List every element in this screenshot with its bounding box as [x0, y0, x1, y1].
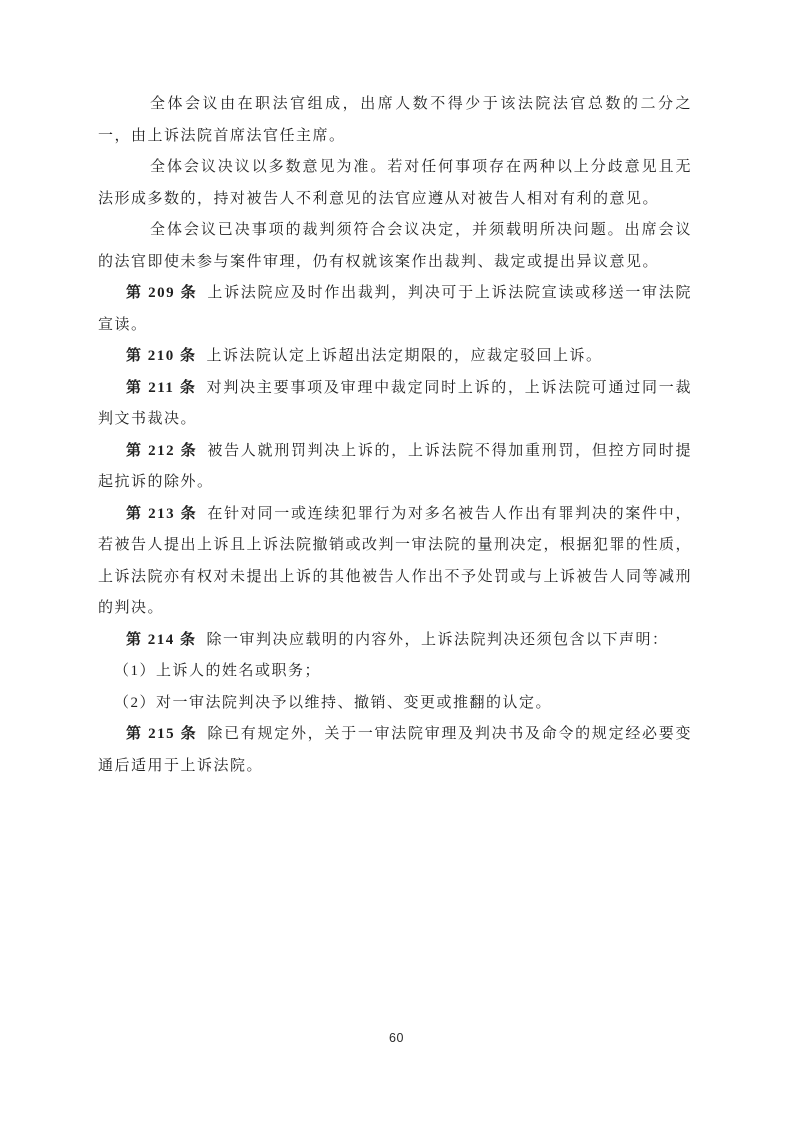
article-209-number: 第 209 条: [126, 285, 198, 301]
article-214-number: 第 214 条: [126, 631, 197, 648]
article-209: [98, 278, 692, 341]
article-210-text: 上诉法院认定上诉超出法定期限的，应裁定驳回上诉。: [206, 348, 603, 364]
article-211-text: 对判决主要事项及审理中裁定同时上诉的，上诉法院可通过同一裁判文书裁决。: [98, 379, 692, 427]
article-213: [98, 499, 692, 625]
article-214-item-1: （1）上诉人的姓名或职务；: [114, 663, 322, 679]
article-213-number: 第 213 条: [126, 505, 198, 522]
page-number: 60: [389, 1031, 404, 1045]
article-212-text: 被告人就刑罚判决上诉的，上诉法院不得加重刑罚，但控方同时提起抗诉的除外。: [98, 442, 692, 490]
article-212-number: 第 212 条: [126, 442, 198, 459]
paragraph-plenary-composition: 全体会议由在职法官组成，出席人数不得少于该法院法官总数的二分之一，由上诉法院首席法官任主席。: [98, 96, 692, 144]
paragraph-plenary-decided-matters: 全体会议已决事项的裁判须符合会议决定，并须载明所决问题。出席会议的法官即使未参与案件审理，仍有权就该案作出裁判、裁定或提出异议意见。: [98, 222, 692, 270]
article-215-number: 第 215 条: [126, 726, 198, 742]
article-215-text: 除已有规定外，关于一审法院审理及判决书及命令的规定经必要变通后适用于上诉法院。: [98, 726, 692, 774]
article-212: [98, 436, 692, 499]
article-214: [98, 625, 692, 657]
article-210-number: 第 210 条: [126, 348, 197, 364]
article-215: [98, 719, 692, 782]
document-body: [98, 89, 692, 782]
article-211-number: 第 211 条: [126, 379, 197, 396]
article-213-text: 在针对同一或连续犯罪行为对多名被告人作出有罪判决的案件中，若被告人提出上诉且上诉法院撤销或改判一审法院的量刑决定，根据犯罪的性质，上诉法院亦有权对未提出上诉的其他被告人作出不予处罚或与上诉被告人同等减刑的判决。: [98, 505, 693, 616]
article-211: [98, 373, 692, 436]
article-210: [98, 341, 692, 373]
article-214-item-2: （2）对一审法院判决予以维持、撤销、变更或推翻的认定。: [114, 694, 553, 711]
paragraph-plenary-resolution: 全体会议决议以多数意见为准。若对任何事项存在两种以上分歧意见且无法形成多数的，持对被告人不利意见的法官应遵从对被告人相对有利的意见。: [98, 159, 692, 207]
article-209-text: 上诉法院应及时作出裁判，判决可于上诉法院宣读或移送一审法院宣读。: [98, 285, 692, 333]
article-214-text: 除一审判决应载明的内容外，上诉法院判决还须包含以下声明：: [206, 631, 669, 648]
